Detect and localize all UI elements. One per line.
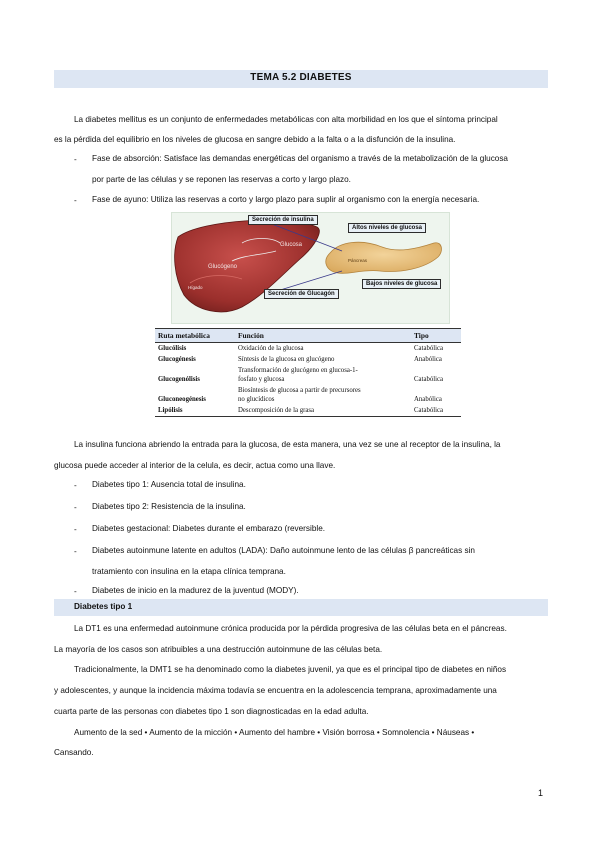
route-name-text: Glucogenólisis (158, 376, 200, 383)
route-name: Lipólisis (155, 405, 235, 417)
table-row (155, 405, 461, 417)
metabolic-routes-table (155, 328, 461, 417)
route-name: Glucólisis (158, 345, 187, 352)
page-title: TEMA 5.2 DIABETES (250, 72, 352, 83)
mody-item: Diabetes de inicio en la madurez de la juventud (MODY). (92, 586, 299, 595)
route-function (235, 365, 411, 385)
route-function: Oxidación de la glucosa (238, 345, 304, 352)
table-row (155, 385, 461, 405)
intro-line-1: La diabetes mellitus es un conjunto de enfermedades metabólicas con alta morbilidad en los que el síntoma principal (74, 115, 498, 124)
column-header: Tipo (411, 329, 461, 343)
column-header: Función (235, 329, 411, 343)
pancreas-shape (326, 242, 442, 273)
route-type: Catabólica (414, 345, 444, 352)
gestational-item: Diabetes gestacional: Diabetes durante el embarazo (reversible. (92, 524, 326, 533)
glycogen-label: Glucógeno (208, 264, 238, 270)
liver-pancreas-illustration (171, 212, 450, 324)
title-bar (54, 70, 548, 88)
dash-bullet: - (74, 196, 77, 205)
dash-bullet: - (74, 155, 77, 164)
route-name-text: Gluconeogénesis (158, 396, 206, 403)
high-glucose-callout: Altos niveles de glucosa (348, 223, 426, 233)
dt1-p2-line-1: Tradicionalmente, la DMT1 se ha denominado como la diabetes juvenil, ya que es el principal tipo de diabetes en niños (74, 665, 507, 674)
route-type (411, 385, 461, 405)
insulin-secretion-callout: Secreción de insulina (248, 215, 318, 225)
route-function: Descomposición de la grasa (235, 405, 411, 417)
route-function-line: fosfato y glucosa (238, 376, 285, 383)
dash-bullet: - (74, 525, 77, 534)
table-row (155, 365, 461, 385)
glucagon-secretion-callout: Secreción de Glucagón (264, 289, 339, 299)
phase-fasting-line-1: Fase de ayuno: Utiliza las reservas a corto y largo plazo para suplir al organismo con la energía necesaria. (92, 195, 480, 204)
dt1-p2-line-2: y adolescentes, y aunque la incidencia máxima todavía se encuentra en la adolescencia temprana, aproximadamente una (54, 686, 497, 695)
route-type-text: Catabólica (414, 376, 444, 383)
liver-label: Hígado (188, 285, 203, 290)
route-function: Síntesis de la glucosa en glucógeno (238, 356, 335, 363)
route-function-line: Biosíntesis de glucosa a partir de precursores (238, 387, 361, 394)
pancreas-label: Páncreas (348, 258, 368, 263)
table-row (155, 354, 461, 365)
route-type-text: Anabólica (414, 396, 442, 403)
phase-absorption-line-2: por parte de las células y se reponen las reservas a corto y largo plazo. (92, 175, 351, 184)
column-header: Ruta metabólica (155, 329, 235, 343)
lada-item-line-2: tratamiento con insulina en la etapa clínica temprana. (92, 567, 286, 576)
type-2-item: Diabetes tipo 2: Resistencia de la insulina. (92, 502, 246, 511)
table-row (155, 343, 461, 355)
symptoms-line-1: Aumento de la sed • Aumento de la micción • Aumento del hambre • Visión borrosa • Somnolencia • Náuseas • (74, 728, 475, 737)
route-name (155, 385, 235, 405)
dash-bullet: - (74, 481, 77, 490)
dt1-p1-line-2: La mayoría de los casos son atribuibles a una destrucción autoinmune de las células beta. (54, 645, 383, 654)
lada-item-line-1: Diabetes autoinmune latente en adultos (LADA): Daño autoinmune lento de las células β pancreáticas sin (92, 546, 475, 555)
table-header-row (155, 329, 461, 343)
route-function-line: no glucídicos (238, 396, 275, 403)
section-heading-bar (54, 599, 548, 616)
insulin-line-1: La insulina funciona abriendo la entrada para la glucosa, de esta manera, una vez se une al receptor de la insulina, la (74, 440, 501, 449)
dt1-p1-line-1: La DT1 es una enfermedad autoinmune crónica producida por la pérdida progresiva de las células beta en el páncreas. (74, 624, 507, 633)
dash-bullet: - (74, 547, 77, 556)
type-1-item: Diabetes tipo 1: Ausencia total de insulina. (92, 480, 246, 489)
dt1-p2-line-3: cuarta parte de las personas con diabetes tipo 1 son diagnosticadas en la edad adulta. (54, 707, 369, 716)
intro-line-2: es la pérdida del equilibrio en los niveles de glucosa en sangre debido a la falta o a la disfunción de la insulina. (54, 135, 456, 144)
dash-bullet: - (74, 587, 77, 596)
route-function (235, 385, 411, 405)
route-type: Anabólica (414, 356, 442, 363)
phase-absorption-line-1: Fase de absorción: Satisface las demandas energéticas del organismo a través de la metabolización de la glucosa (92, 154, 508, 163)
route-name: Glucogénesis (158, 356, 196, 363)
route-function-line: Transformación de glucógeno en glucosa-1- (238, 367, 358, 374)
page-number: 1 (538, 788, 544, 798)
route-type: Catabólica (411, 405, 461, 417)
route-name (155, 365, 235, 385)
section-heading: Diabetes tipo 1 (74, 602, 133, 611)
low-glucose-callout: Bajos niveles de glucosa (362, 279, 441, 289)
route-type (411, 365, 461, 385)
insulin-line-2: glucosa puede acceder al interior de la celula, es decir, actua como una llave. (54, 461, 336, 470)
dash-bullet: - (74, 503, 77, 512)
symptoms-line-2: Cansando. (54, 748, 94, 757)
glucose-label: Glucosa (280, 242, 303, 248)
